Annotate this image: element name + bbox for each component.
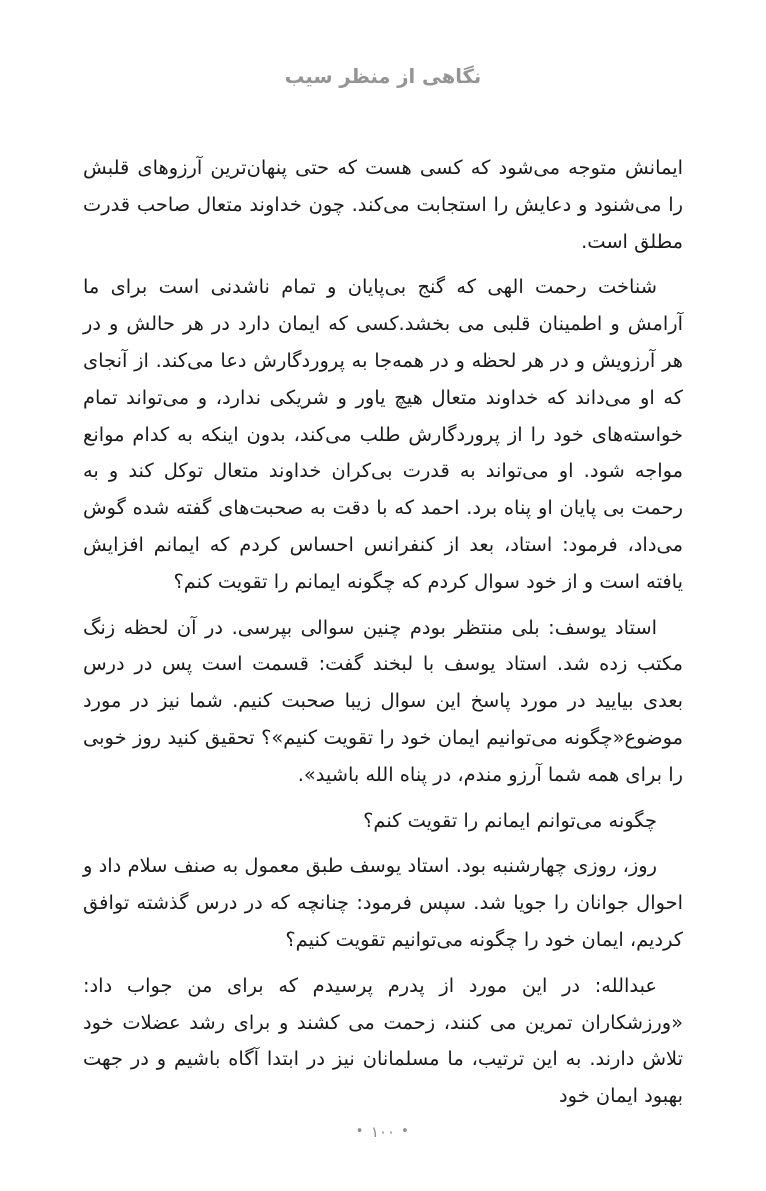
running-head-title: نگاهی از منظر سیب [284, 65, 482, 88]
folio-ornament-left-icon: • [401, 1124, 411, 1139]
paragraph-4-question: چگونه می‌توانم ایمانم را تقویت کنم؟ [363, 808, 657, 832]
folio [0, 1123, 766, 1141]
paragraph-1: ایمانش متوجه می‌شود که کسی هست که حتی پنهان‌ترین آرزوهای قلبش را می‌شنود و دعایش را استجابت می‌کند. چون خداوند متعال صاحب قدرت مطلق است. [83, 156, 683, 253]
paragraph-5: روز، روزی چهارشنبه بود. استاد یوسف طبق معمول به صنف سلام داد و احوال جوانان را جویا شد. سپس فرمود: چنانچه که در درس گذشته توافق کردیم، ایمان خود را چگونه می‌توانیم تقویت کنیم؟ [83, 854, 683, 951]
page-number: ۱۰۰ [370, 1123, 396, 1141]
paragraph-2: شناخت رحمت الهی که گنج بی‌پایان و تمام ناشدنی است برای ما آرامش و اطمینان قلبی می بخشد.کسی که ایمان دارد در هر حالش و در هر آرزویش و در هر لحظه و در همه‌جا به پروردگارش دعا می‌کند. از آنجای که او می‌داند که خداوند متعال هیچ یاور و شریکی ندارد، و می‌تواند تمام خواسته‌های خود را از پروردگارش طلب می‌کند، بدون اینکه به کدام موانع مواجه شود. او می‌تواند به قدرت بی‌کران خداوند متعال توکل کند و به رحمت بی پایان او پناه برد. احمد که با دقت به صحبت‌های گفته شده گوش می‌داد، فرمود: استاد، بعد از کنفرانس احساس کردم که ایمانم افزایش یافته است و از خود سوال کردم که چگونه ایمانم را تقویت کنم؟ [83, 275, 683, 593]
folio-ornament-right-icon: • [355, 1124, 365, 1139]
paragraph-6: عبدالله: در این مورد از پدرم پرسیدم که برای من جواب داد: «ورزشکاران تمرین می کنند، زحمت می کشند و برای رشد عضلات خود تلاش دارند. به این ترتیب، ما مسلمانان نیز در ابتدا آگاه باشیم و در جهت بهبود ایمان خود [83, 973, 683, 1108]
page-text-body [83, 150, 683, 1124]
paragraph-3: استاد یوسف: بلی منتظر بودم چنین سوالی بپرسی. در آن لحظه زنگ مکتب زده شد. استاد یوسف با لبخند گفت: قسمت است پس در درس بعدی بیایید در مورد پاسخ این سوال زیبا صحبت کنیم. شما نیز در مورد موضوع«چگونه می‌توانیم ایمان خود را تقویت کنیم»؟ تحقیق کنید روز خوبی را برای همه شما آرزو مندم، در پناه الله باشید». [83, 615, 683, 786]
